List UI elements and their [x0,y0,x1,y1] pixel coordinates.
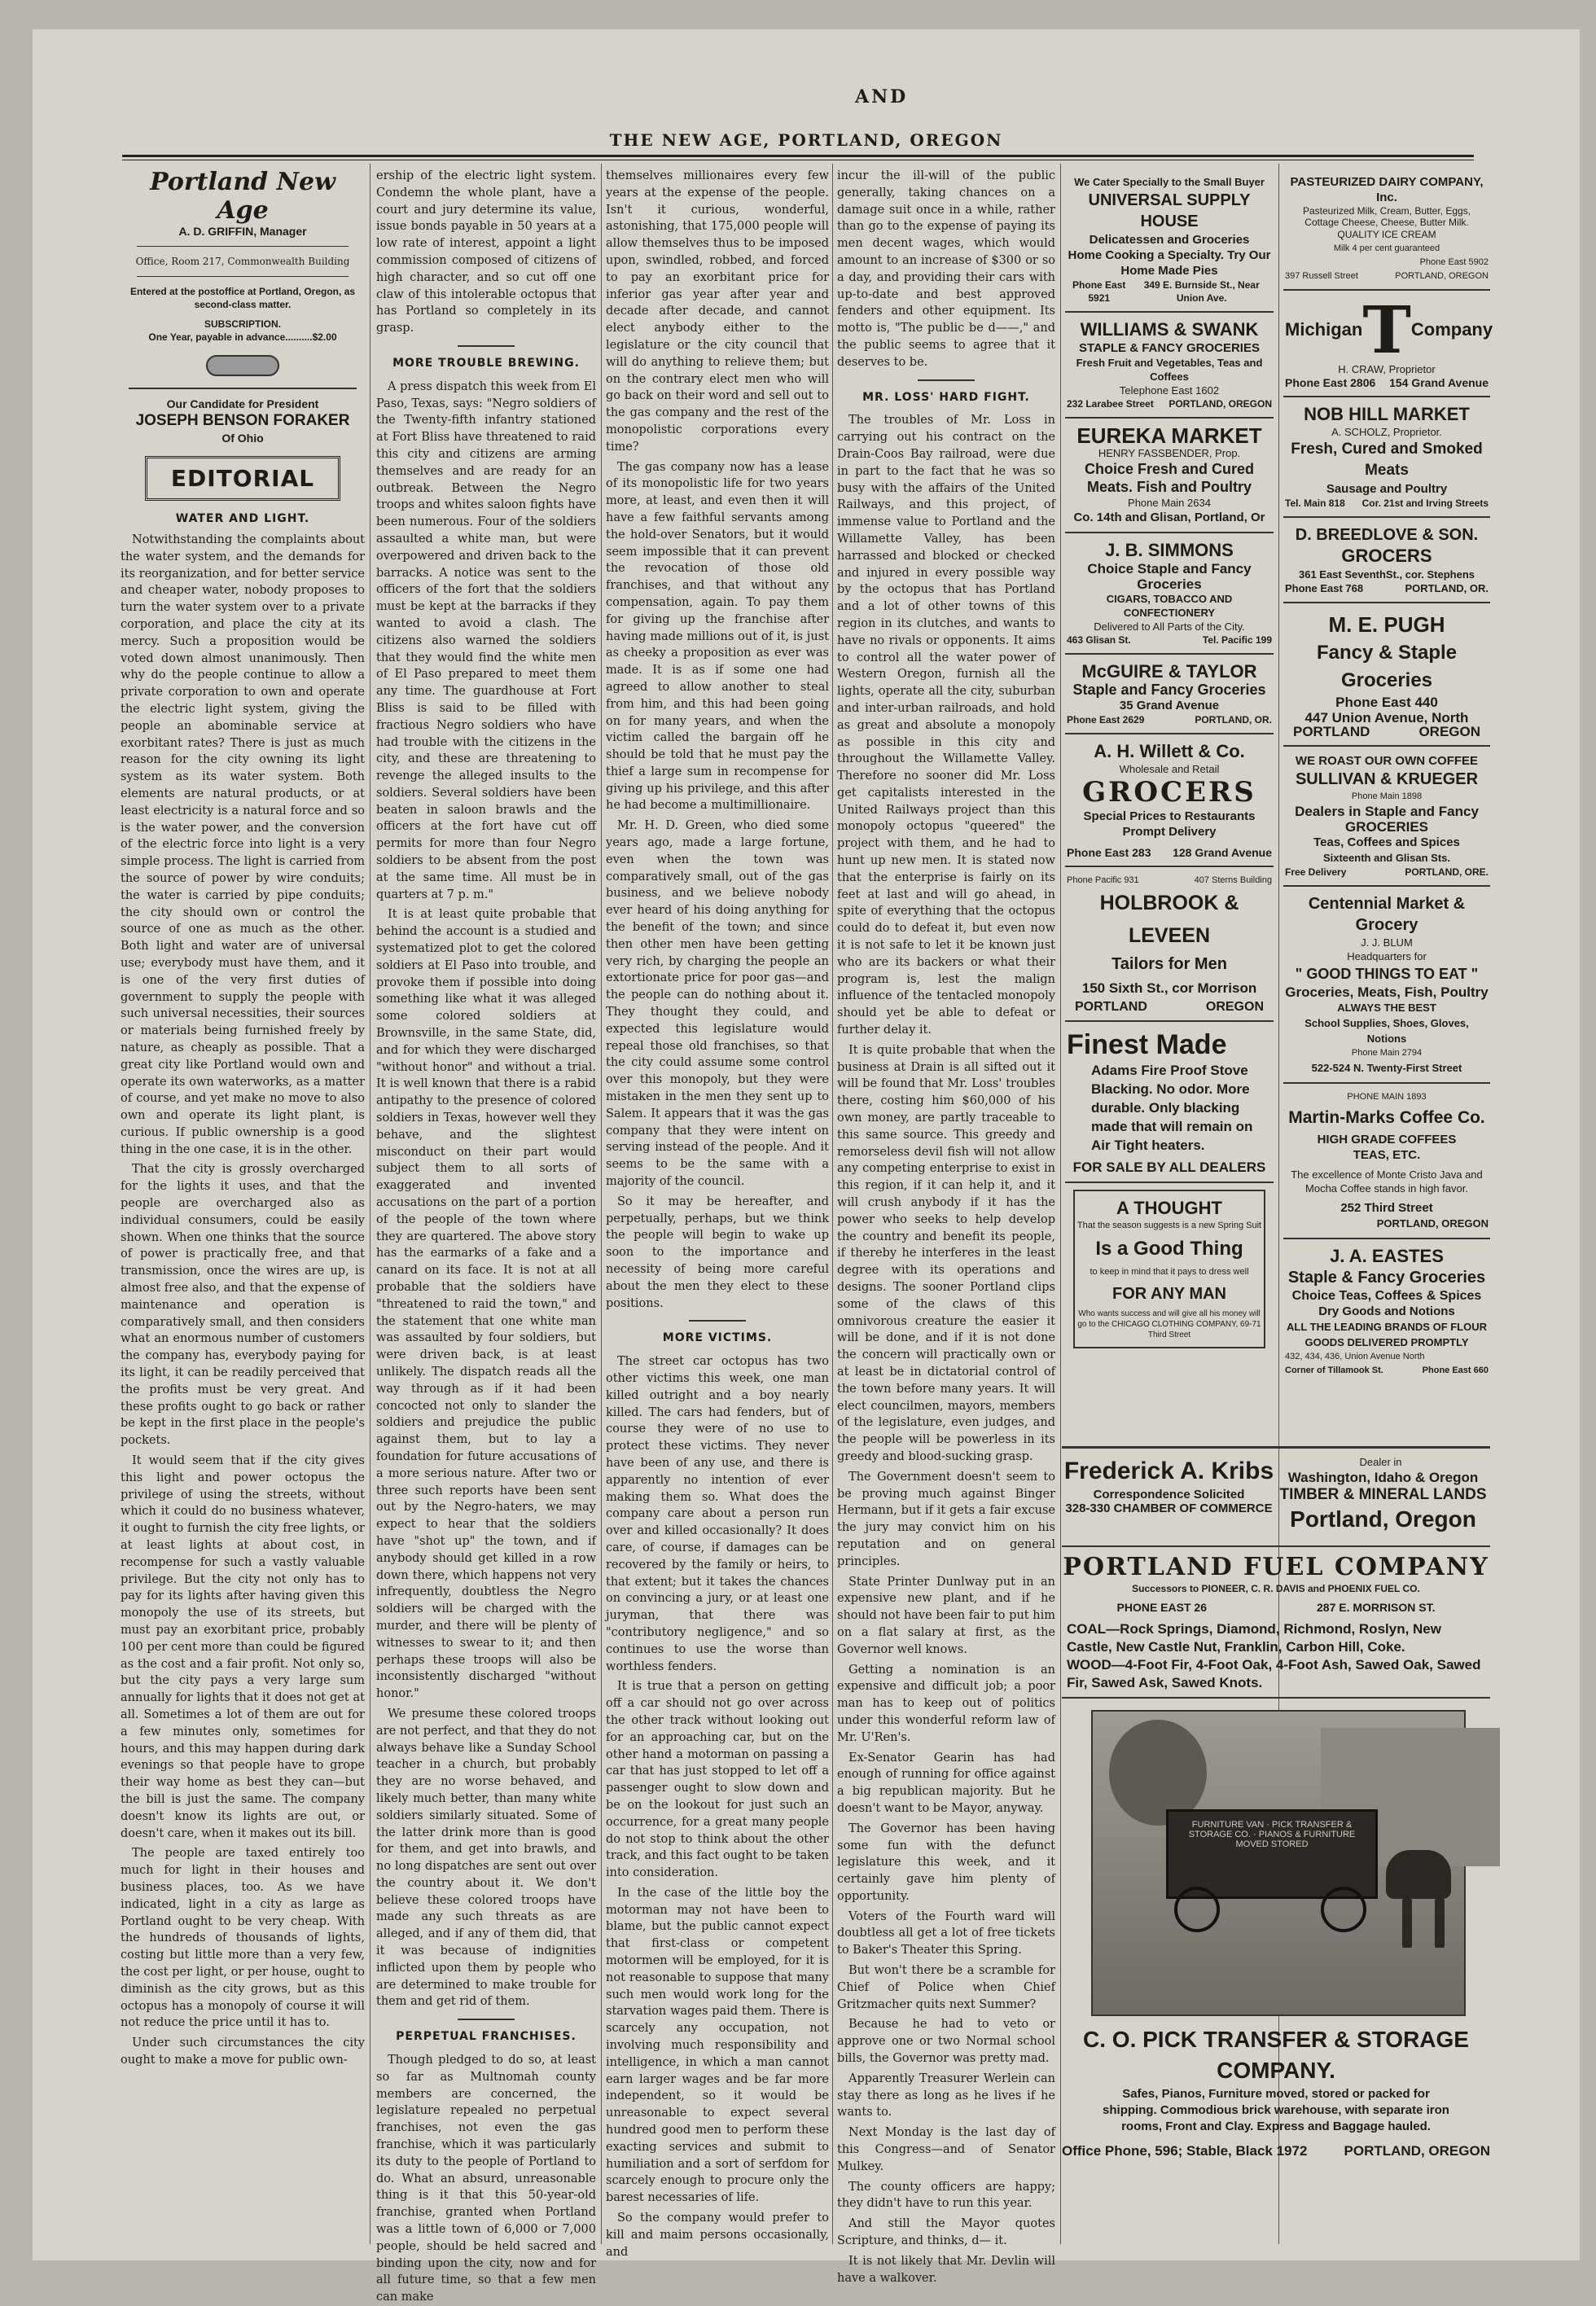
ad-phone: Phone East 5902 [1419,257,1489,267]
ad-name: Centennial Market & Grocery [1308,895,1466,934]
ad-williams-swank [1065,313,1274,419]
ad-line: We Cater Specially to the Small Buyer [1074,176,1265,188]
ad-line: Staple & Fancy Groceries [1287,1269,1486,1287]
ad-line: GROCERS [1341,546,1432,566]
ad-line: GROCERIES [1344,819,1429,835]
ad-mcguire-taylor [1065,655,1274,734]
ad-line: Free Delivery [1285,866,1347,878]
ad-name: McGUIRE & TAYLOR [1081,661,1257,682]
ad-line: Choice Staple and Fancy Groceries [1087,561,1252,592]
ad-line: Staple and Fancy Groceries [1072,682,1266,698]
ad-name: J. A. EASTES [1330,1246,1444,1266]
ad-line: Milk 4 per cent guaranteed [1333,243,1440,253]
ad-line: Delicatessen and Groceries [1089,233,1250,247]
ad-phone: Phone East 283 [1067,846,1151,859]
ad-holbrook-leveen [1065,867,1274,1022]
paragraph: In the case of the little boy the motorman may not have been to blame, but the public cannot expect that first-class or competent motormen will be employed, for it is not reasonable to suppose that many such men would work long for the starvation wages paid them. There is scarcely any occupation, not involving much responsibility and intelligence, in which a man cannot earn larger wages and be far more independent, so it would be unreasonable to expect several hundred good men to perform these exacting services and submit to humiliation and a sort of serfdom for scarcely enough to procure only the barest necessaries of life. [606,1886,829,2205]
candidate-head: Our Candidate for President [166,397,319,410]
ad-phone: Phone Main 1898 [1351,791,1423,801]
ad-headline: GROCERS [1082,776,1256,809]
article-head-more-victims: MORE VICTIMS. [662,1331,773,1345]
ad-line: Dealers in Staple and Fancy [1295,804,1479,819]
ad-line: Groceries, Meats, Fish, Poultry [1285,984,1489,1000]
ad-phone: Phone East 5921 [1072,279,1126,304]
ad-name: SULLIVAN & KRUEGER [1295,770,1479,788]
ad-name: Martin-Marks Coffee Co. [1288,1108,1485,1127]
ad-line: WE ROAST OUR OWN COFFEE [1295,754,1479,768]
ad-address: 128 Grand Avenue [1173,846,1272,859]
ad-line: Washington, Idaho & Oregon [1287,1470,1479,1485]
rule [129,388,357,389]
ad-address: 432, 434, 436, Union Avenue North [1285,1352,1425,1361]
paragraph: Under such circumstances the city ought to make a move for public own- [121,2036,365,2067]
paragraph: It is true that a person on getting off a car should not go over across the other track without looking out for an approaching car, but on the other hand a motorman on passing a car that has just stopped to let off a passenger ought to slow down and be on the lookout for just such an occurrence, for a great many people do not stop to think about the other track, and this fact ought to be taken into consideration. [606,1680,829,1880]
manager-line: A. D. GRIFFIN, Manager [178,225,307,238]
rule [137,246,349,247]
ad-name: M. E. PUGH [1328,612,1445,637]
paragraph: It is at least quite probable that behind the account is a studied and systematized plot to get the colored soldiers at El Paso into trouble, and provoke them if possible into doing something like what it was alleged some colored soldiers at Brownsville, in the same State, did, and for which they were discharged "without honor" and without a trial. It is well known that there is a rabid antipathy to the presence of colored soldiers in Texas, however well they behave, and the slightest misconduct on their part would subject them to all sorts of exaggerated and invented accusations on the part of a portion of the people of the town where they are quartered. The above story has the earmarks of a fake and a canard on its face. It is not at all probable that the soldiers have "threatened to raid the town," and the statement that one white man was assaulted by four soldiers, but were driven back, is at least unlikely. The dispatch reads all the way through as if it had been concocted not only to slander the soldiers and prejudice the public against them, but to lay a foundation for future accusations of a more serious nature. After two or three such reports have been sent out by the Negro-haters, we may expect to hear that the soldiers have "shot up" the town, and if anybody should get killed in a row down there, which happens not very infrequently, doubtless the Negro soldiers will be charged with the murder, and there will be plenty of witnesses to swear to it; and then perhaps these troops will also be inconsistently discharged "without honor." [376,908,596,1701]
ad-line: Dealer in [1359,1456,1402,1468]
paragraph: The Governor has been having some fun with the defunct legislature this week, and it certainly gave him plenty of opportunity. [837,1822,1055,1903]
column-2 [376,168,596,2304]
ad-line: H. CRAW, Proprietor [1338,363,1436,375]
paragraph: Ex-Senator Gearin has had enough of running for office against a big republican majority. But he doesn't want to be Mayor, anyway. [837,1751,1055,1815]
ad-address: 232 Larabee Street [1067,398,1154,410]
ad-line: J. J. BLUM [1361,936,1413,949]
ad-sullivan-krueger [1283,747,1490,887]
ad-phone: PHONE EAST 26 [1116,1601,1207,1614]
column-divider [832,164,833,2244]
wheel-shape [1321,1887,1366,1932]
ad-name: PASTEURIZED DAIRY COMPANY, Inc. [1290,175,1484,204]
article-water-and-light [121,532,365,2069]
subscription-head: SUBSCRIPTION. [204,318,281,330]
ad-address: 361 East SeventhSt., cor. Stephens [1298,568,1475,581]
horse-shape [1386,1850,1451,1899]
ad-phone: Phone East 660 [1422,1366,1489,1375]
ad-willett-grocers [1065,734,1274,867]
ad-line: Safes, Pianos, Furniture moved, stored or packed for shipping. Commodious brick warehouse, with separate iron rooms, Front and Clay. Express and Baggage hauled. [1103,2087,1449,2133]
paragraph: Though pledged to do so, at least so far as Multnomah county members are concerned, the legislature repealed no perpetual franchises, not even the gas franchise, which it was particularly its duty to the people of Portland to do. What an absurd, unreasonable thing is it that this 50-year-old franchise, granted when Portland was a little town of 6,000 or 7,000 people, should be held sacred and binding upon the city, now and for all future time, so that a few men can make [376,2054,596,2304]
paragraph: A press dispatch this week from El Paso, Texas, says: "Negro soldiers of the Twenty-fifth infantry stationed at Fort Bliss have threatened to raid this city and citizens are arming themselves and are ready for an outbreak. Between the Negro troops and whites saloon fights have been numerous. Four of the soldiers assaulted a white man, but were overpowered and driven back to the barracks. A notice was sent to the officers of the fort that the soldiers must be kept at the barracks if they wanted to avoid a clash. The citizens also warned the soldiers that they would find the white men of El Paso prepared to meet them any time. The guardhouse at Fort Bliss is said to be filled with fractious Negro soldiers who have had trouble with the citizens in the city, and these are threatening to revenge the alleged insults to the soldiers. Several soldiers have been beaten in saloon brawls and the officers at the fort have cut off permits for more than four Negro soldiers to be absent from the post at the same time. All must be in quarters at 7 p. m." [376,379,596,901]
paragraph: So the company would prefer to kill and maim persons occasionally, and [606,2212,829,2259]
ad-phone: Tel. Main 818 [1285,498,1345,509]
ad-phone: Phone Main 2634 [1128,497,1211,509]
ad-name: EUREKA MARKET [1076,423,1262,448]
ad-finest-made [1065,1022,1274,1183]
ad-phone: PHONE MAIN 1893 [1347,1092,1427,1102]
ad-headline: A THOUGHT [1116,1198,1222,1218]
paragraph: Getting a nomination is an expensive and difficult job; a poor man has to keep out of politics under this wonderful reform law of Mr. U'Ren's. [837,1663,1055,1744]
ad-city: PORTLAND, OREGON [1168,398,1272,410]
paragraph: State Printer Dunlway put in an expensive new plant, and if he should not have been fair to put him on a flat salary at first, as the Governor well knows. [837,1575,1055,1656]
ad-phone: Office Phone, 596; Stable, Black 1972 [1062,2143,1308,2159]
ad-line: ALL THE LEADING BRANDS OF FLOUR [1286,1321,1488,1333]
paragraph: Apparently Treasurer Werlein can stay there as long as he lives if he wants to. [837,2071,1055,2120]
ad-centennial-market [1283,887,1490,1084]
ad-eureka-market [1065,419,1274,533]
ad-phone: Phone East 768 [1285,582,1364,594]
ad-city: PORTLAND, OREGON [1344,2143,1490,2159]
ad-address: Corner of Tillamook St. [1285,1366,1383,1375]
ad-line: TEAS, ETC. [1353,1148,1421,1162]
ad-name: Michigan [1285,319,1363,340]
ad-name: C. O. PICK TRANSFER & STORAGE COMPANY. [1083,2027,1469,2083]
ad-line: Choice Fresh and Cured Meats. Fish and Poultry [1084,461,1255,495]
ad-phone: Phone East 440 [1335,695,1438,710]
entered-line: Entered at the postoffice at Portland, Oregon, as second-class matter. [129,286,356,310]
ad-line: The excellence of Monte Cristo Java and Mocha Coffee stands in high favor. [1291,1168,1483,1195]
ad-line: FOR SALE BY ALL DEALERS [1072,1160,1266,1175]
ad-line: School Supplies, Shoes, Gloves, Notions [1304,1017,1469,1045]
ad-body: Adams Fire Proof Stove Blacking. No odor. More durable. Only blacking made that will remain on Air Tight heaters. [1091,1063,1253,1153]
ad-address: 252 Third Street [1340,1201,1433,1215]
column-6-ads [1283,168,1493,1438]
ad-line: QUALITY ICE CREAM [1337,229,1436,240]
ad-line: GOODS DELIVERED PROMPTLY [1304,1336,1469,1348]
column-5-ads [1065,168,1274,1438]
ad-headline: Is a Good Thing [1095,1238,1243,1260]
wagon-lettering: FURNITURE VAN · PICK TRANSFER & STORAGE CO. · PIANOS & FURNITURE MOVED STORED [1188,1820,1356,1849]
ad-martin-marks-coffee [1283,1084,1490,1239]
paragraph: Notwithstanding the complaints about the water system, and the demands for its reorganization, and for better service and cheaper water, nobody proposes to turn the water system over to a private corporation, and place the city at its mercy. Such a proposition would be voted down almost unanimously. Then why do the people continue to allow a private corporation to own and operate the electric light system, giving the people an abominable service at exorbitant rates? There is just as much reason for the city owning its light system as its water system. Both elements are natural products, or at least electricity is a natural force and so is the water power, and the conversion of the electric force into light is a very simple process. The light is carried from the source of power by wire conduits; the water is carried by pipe conduits; the city should own or control the source of one as much as the other. Both light and water are of universal use; everybody must have them, and it is one of the very first duties of government to supply the people with such universal necessities, their sources or materials being furnished freely by nature, as cheaply as possible. That a great city like Portland would own and operate its own waterworks, as a matter of course, and yet make no move to also own and operate its light plant, is curious. If public ownership is a good thing in the one case, it is in the other. [121,533,365,1156]
ad-city: PORTLAND, OREGON [1376,1217,1489,1230]
ad-name: Company [1410,319,1493,340]
rule [918,379,975,381]
ad-nob-hill-market [1283,397,1490,518]
wagon-shape [1166,1809,1378,1899]
ad-phone: Phone Pacific 931 [1067,875,1139,885]
ad-headline: Finest Made [1067,1029,1227,1060]
ad-line: Wholesale and Retail [1119,763,1220,775]
ad-line: to keep in mind that it pays to dress well [1090,1267,1249,1277]
paragraph: Next Monday is the last day of this Congress—and of Senator Mulkey. [837,2126,1055,2173]
ad-state: OREGON [1418,724,1480,739]
ad-line: That the season suggests is a new Spring Suit [1076,1221,1262,1230]
ad-line: Fancy & Staple Groceries [1316,642,1458,691]
ad-address: 35 Grand Avenue [1119,699,1220,712]
ad-line: " GOOD THINGS TO EAT " [1295,966,1479,982]
ad-line: Tailors for Men [1112,955,1227,973]
column-divider [601,164,602,2244]
ad-phone: Phone East 2629 [1067,714,1145,726]
paragraph: The gas company now has a lease of its monopolistic life for two years more, at least, and even then it will have a few faithful servants among the hold-over Senators, but it would seem impossible that it can prevent the revocation of those old franchises, and that without any compensation, again. To pay them for giving up the franchise after having made millions out of it, is just as cheeky a proposition as ever was made. It is as if some one had agreed to allow another to steal from him, and this had been going on for many years, and when the victim called the bargain off he should be told that he must pay the thief a large sum in recompense for giving up his privilege, and this after he had become a multimillionaire. [606,460,829,813]
paragraph: Because he had to veto or approve one or two Normal school bills, the Governor was pretty mad. [837,2018,1055,2066]
ad-frederick-kribs [1062,1446,1490,1547]
ad-line: A. SCHOLZ, Proprietor. [1331,426,1442,438]
ad-line: HENRY FASSBENDER, Prop. [1098,447,1241,459]
paper-title: Portland New Age [150,168,335,225]
subscription-price: One Year, payable in advance..........$2.00 [148,331,337,343]
ad-phone: Phone Main 2794 [1351,1048,1423,1058]
ad-line: Dry Goods and Notions [1318,1304,1455,1318]
article-head-mr-loss: MR. LOSS' HARD FIGHT. [862,390,1030,404]
paragraph: It would seem that if the city gives this light and power octopus the privilege of using the streets, without which it could do no business whatever, it ought to furnish the city free lights, or at least lights at about cost, in recompense for such a vastly valuable privilege. But the city not only has to pay for its lights after having given this monopoly the use of its streets, but must pay an exorbitant price, probably 100 per cent more than could be figured as the cost and a fair profit. Not only so, but the city pays a very large sum annually for lights that it does not get at all. Sometimes a lot of them are out for a few minutes only, sometimes for hours, and this may happen during dark evenings so that people have to grope their way home as best they can—but the bill is just the same. The company doesn't know its lights are out, or doesn't care, when it makes out its bill. [121,1454,365,1840]
paragraph: The county officers are happy; they didn't have to run this year. [837,2180,1055,2211]
ad-a-thought [1073,1190,1265,1348]
ad-city: PORTLAND [1075,1000,1147,1014]
article-head-perpetual-franchises: PERPETUAL FRANCHISES. [396,2030,577,2044]
paragraph: Voters of the Fourth ward will doubtless all get a lot of free tickets to Baker's Theater this Spring. [837,1909,1055,1957]
ad-line: 328-330 CHAMBER OF COMMERCE [1065,1502,1273,1515]
office-line: Office, Room 217, Commonwealth Building [135,256,350,267]
ad-name: J. B. SIMMONS [1105,540,1234,560]
ad-city: PORTLAND, OREGON [1395,271,1489,281]
ad-city: PORTLAND, ORE. [1405,866,1489,878]
ad-line: Home Cooking a Specialty. Try Our Home Made Pies [1068,248,1271,278]
ad-address: 397 Russell Street [1285,271,1358,281]
ad-city: PORTLAND, OR. [1405,582,1489,594]
ad-breedlove [1283,518,1490,603]
paragraph: The troubles of Mr. Loss in carrying out his contract on the Drain-Coos Bay railroad, were due in part to the fact that he was so busy with the affairs of the United Railways, and this project, of immense value to Portland and the Willamette Valley, has been harrassed and blocked or checked and injured in every possible way by the octopus that has Portland and a lot of other towns of this region in its clutches, and wants to have no rivals or opponents. It aims to control all the water power of Western Oregon, furnish all the lights, operate all the city, suburban and inter-urban railroads, and hold as great and absolute a monopoly as possible in this city and throughout the Willamette Valley. Therefore no sooner did Mr. Loss get capitalists interested in the United Railways project than this monopoly octopus "queered" the project with them, and he had to hunt up new men. It is stated now that the enterprise is fairly on its feet at last and will go ahead, in spite of everything that the octopus could do to defeat it, but even now it is not safe to let it be known just who are its backers or what their program is, lest the malign influence of the tentacled monopoly should yet be able to defeat or further delay it. [837,414,1055,1037]
ad-name: A. H. Willett & Co. [1094,741,1245,761]
ad-line: Headquarters for [1347,950,1427,962]
ad-city: Portland, Oregon [1290,1506,1476,1532]
ad-name: HOLBROOK & LEVEEN [1099,892,1239,947]
ad-address: 349 E. Burnside St., Near Union Ave. [1143,279,1260,304]
ad-city: PORTLAND, OR. [1195,714,1272,726]
ad-name: D. BREEDLOVE & SON. [1295,526,1479,544]
paragraph: ership of the electric light system. Condemn the whole plant, have a court and jury determine its value, issue bonds payable in 50 years at a low rate of interest, appoint a light commission composed of citizens of high character, and so cut off one claw of this intolerable octopus that has Portland so completely in its grasp. [376,169,596,335]
ad-name: WILLIAMS & SWANK [1080,319,1259,340]
ad-line: Who wants success and will give all his money will go to the CHICAGO CLOTHING COMPANY, 69-71 Third Street [1077,1309,1261,1339]
ad-address: Cor. 21st and Irving Streets [1361,498,1489,509]
paragraph: incur the ill-will of the public generally, taking chances on a damage suit once in a while, rather than go to the expense of paying its men decent wages, which would amount to an increase of $300 or so a day, and providing their cars with up-to-date and best approved fenders and other equipment. Its motto is, "The public be d——," and the public seems to agree that it deserves to be. [837,169,1055,369]
ad-phone: Phone East 2806 [1285,376,1376,389]
paragraph: That the city is grossly overcharged for the lights it uses, and that the people are overcharged also as individual consumers, could be easily shown. When one thinks that the source of power is practically free, and that transmission, once the wires are up, is almost free also, and that the expense of maintenance and operation is comparatively small, and then considers what an enormous number of customers the company has, everybody paying for its light, it can be readily perceived that the profits must be very great. And these profits ought to go back or rather be kept in the first place in the people's pockets. [121,1163,365,1448]
ad-city: PORTLAND [1293,724,1370,739]
candidate-name: JOSEPH BENSON FORAKER [135,412,350,429]
ad-line: Choice Teas, Coffees & Spices [1291,1289,1482,1303]
union-label-emblem [206,355,279,376]
rule [458,2019,515,2020]
article-head-water-and-light: WATER AND LIGHT. [175,512,310,525]
ad-address: 150 Sixth St., cor Morrison [1081,980,1257,996]
ad-logo-letter: T [1362,292,1411,368]
ad-address: 463 Glisan St. [1067,634,1131,646]
ad-pick-transfer [1062,2024,1490,2159]
ad-line: Successors to PIONEER, C. R. DAVIS and PHOENIX FUEL CO. [1132,1583,1420,1594]
ad-phone: Telephone East 1602 [1119,384,1220,397]
ad-line: ALWAYS THE BEST [1337,1002,1436,1014]
ad-michigan-t-company [1283,291,1493,397]
editorial-header: EDITORIAL [145,456,340,501]
article-head-more-trouble: MORE TROUBLE BREWING. [392,356,580,370]
ad-line: Special Prices to Restaurants [1083,809,1256,823]
ad-address: 287 E. MORRISON ST. [1317,1601,1436,1614]
paragraph: The Government doesn't seem to be proving much against Binger Hermann, but if it gets a fair excuse the jury may convict him on his reputation and on general principles. [837,1470,1055,1568]
ad-line: Pasteurized Milk, Cream, Butter, Eggs, Cottage Cheese, Cheese, Butter Milk. [1302,205,1471,228]
ad-line: CIGARS, TOBACCO AND CONFECTIONERY [1106,593,1233,619]
ad-address: 407 Sterns Building [1194,875,1272,885]
ad-name: NOB HILL MARKET [1304,404,1470,424]
column-divider [1060,164,1061,2244]
ad-pasteurized-dairy [1283,168,1490,291]
ad-name: PORTLAND FUEL COMPANY [1063,1553,1489,1581]
ad-line: TIMBER & MINERAL LANDS [1279,1486,1487,1503]
rule [137,276,349,277]
page-masthead: THE NEW AGE, PORTLAND, OREGON [609,130,1003,150]
column-3 [606,168,829,2259]
candidate-state: Of Ohio [221,432,264,445]
ad-name: UNIVERSAL SUPPLY HOUSE [1088,191,1251,230]
paragraph: It is not likely that Mr. Devlin will have a walkover. [837,2254,1055,2285]
horse-leg-shape [1402,1899,1412,1948]
ad-address: Co. 14th and Glisan, Portland, Or [1073,511,1265,524]
ad-line: COAL—Rock Springs, Diamond, Richmond, Roslyn, New Castle, New Castle Nut, Franklin, Carbon Hill, Coke. [1067,1621,1441,1655]
ad-name: Frederick A. Kribs [1063,1458,1274,1484]
column-1 [121,168,365,2244]
ad-address: 154 Grand Avenue [1389,376,1489,389]
pick-transfer-photo [1091,1710,1466,2016]
paragraph: themselves millionaires every few years at the expense of the people. Isn't it curious, wonderful, astonishing, that 175,000 people will allow themselves thus to be imposed upon, swindled, robbed, and forced to pay an exorbitant price for inferior gas year after year and decade after decade, and cannot elect anybody either to the legislature or the city council that will do anything to relieve them; but on the contrary elect men who will go back on their word and sell out to the gas company and the rest of the monopolistic corporations every time? [606,169,829,454]
ad-headline: FOR ANY MAN [1112,1285,1226,1303]
paragraph: But won't there be a scramble for Chief of Police when Chief Gritzmacher quits next Summer? [837,1964,1055,2011]
ad-line: HIGH GRADE COFFEES [1317,1133,1457,1146]
wheel-shape [1174,1887,1220,1932]
paragraph: We presume these colored troops are not perfect, and that they do not always behave like a Sunday School teacher in a church, but probably they are no worse behaved, and likely much better, than many white soldiers similarly situated. Some of the latter drink more than is good for them, and get into brawls, and no long dispatches are sent out over the country about it. We don't believe these colored troops have made any such threats as are alleged, and if any of them did, that it was because of indignities inflicted upon them by people who are determined to make trouble for them and get rid of them. [376,1707,596,2009]
rule [689,1320,746,1322]
ad-state: OREGON [1205,1000,1264,1014]
ad-line: Sausage and Poultry [1326,482,1448,496]
ad-address: 522-524 N. Twenty-First Street [1311,1062,1462,1074]
ad-line: Fresh, Cured and Smoked Meats [1291,441,1483,479]
ad-m-e-pugh [1283,603,1490,747]
ad-address: Sixteenth and Glisan Sts. [1322,852,1451,864]
paragraph: The street car octopus has two other victims this week, one man killed outright and a boy nearly killed. The cars had fenders, but of course they were of no use to protect these victims. They never have been of any use, and there is apparently no intention of ever making them so. What does the company care about a person run over and killed occasionally? It does care, of course, if damages can be recovered by the family or heirs, to that extent; but it takes the chances on convincing a jury, or at least one juryman, that there was "contributory negligence," and so continues to use the worse than worthless fenders. [606,1355,829,1673]
paragraph: Mr. H. D. Green, who died some years ago, made a large fortune, even when the town was comparatively small, out of the gas business, and we believe nobody ever heard of his doing anything for the benefit of the town; and since then other men have been getting very rich, by charging the people an extortionate price for poor gas—and the people can do nothing about it. They thought they could, and expected this legislature would repeal those old franchises, so that the city could assume some control over this monopoly, but they were mistaken in the men they sent up to Salem. It appears that it was the gas company that they were intent on serving instead of the people. And it seems to be the same with a majority of the council. [606,819,829,1189]
horse-leg-shape [1435,1899,1445,1948]
paragraph: The people are taxed entirely too much for light in their houses and business places, too. As we have indicated, light in a city as large as Portland ought to be very cheap. With the hundreds of thousands of lights, costing but little more than a very few, the cost per light, or per house, ought to diminish as the city grows, but as this octopus has a monopoly of course it will not reduce the price until it has to. [121,1847,365,2030]
paragraph: So it may be hereafter, and perpetually, perhaps, but we think the people will begin to wake up soon to the importance and necessity of being more careful about the men they elect to these positions. [606,1195,829,1310]
column-4 [837,168,1055,2285]
ad-line: Prompt Delivery [1122,825,1217,839]
ad-j-b-simmons [1065,533,1274,655]
ad-line: Teas, Coffees and Spices [1313,835,1460,849]
previous-page-fragment: AND [855,86,909,107]
newspaper-page [33,29,1580,2304]
ad-j-a-eastes [1283,1239,1490,1383]
ad-portland-fuel [1062,1552,1490,1699]
paragraph: And still the Mayor quotes Scripture, and thinks, d— it. [837,2217,1055,2248]
ad-line: STAPLE & FANCY GROCERIES [1079,341,1260,355]
paragraph: It is quite probable that when the business at Drain is all sifted out it will be found that Mr. Loss' troubles there, costing him $60,000 of his own money, are partly traceable to this same source. This greedy and remorseless devil fish will not allow any competing enterprise to exist in this region, if it can help it, and it will crush anybody if it has the power who seeks to help develop the country and benefit its people, if thereby he interferes in the least degree with its operations and designs. The sooner Portland clips some of the claws of this omnivorous creature the easier it will be done, and if it is not done the concern will practically own or at least be in dictatorial control of the town before many years. It will elect councilmen, mayors, members of the legislature, even judges, and the people will be powerless in its greedy and blood-sucking grasp. [837,1043,1055,1463]
ad-line: Correspondence Solicited [1093,1488,1245,1502]
ad-universal-supply-house [1065,168,1274,313]
ad-address: 447 Union Avenue, North [1304,710,1469,726]
rule [458,345,515,347]
ad-phone: Tel. Pacific 199 [1202,634,1272,646]
ad-line: WOOD—4-Foot Fir, 4-Foot Oak, 4-Foot Ash, Sawed Oak, Sawed Fir, Sawed Ask, Sawed Knots. [1067,1657,1481,1690]
ad-line: Delivered to All Parts of the City. [1094,620,1245,633]
ad-line: Fresh Fruit and Vegetables, Teas and Coffees [1076,357,1263,383]
masthead-rule [122,155,1474,157]
